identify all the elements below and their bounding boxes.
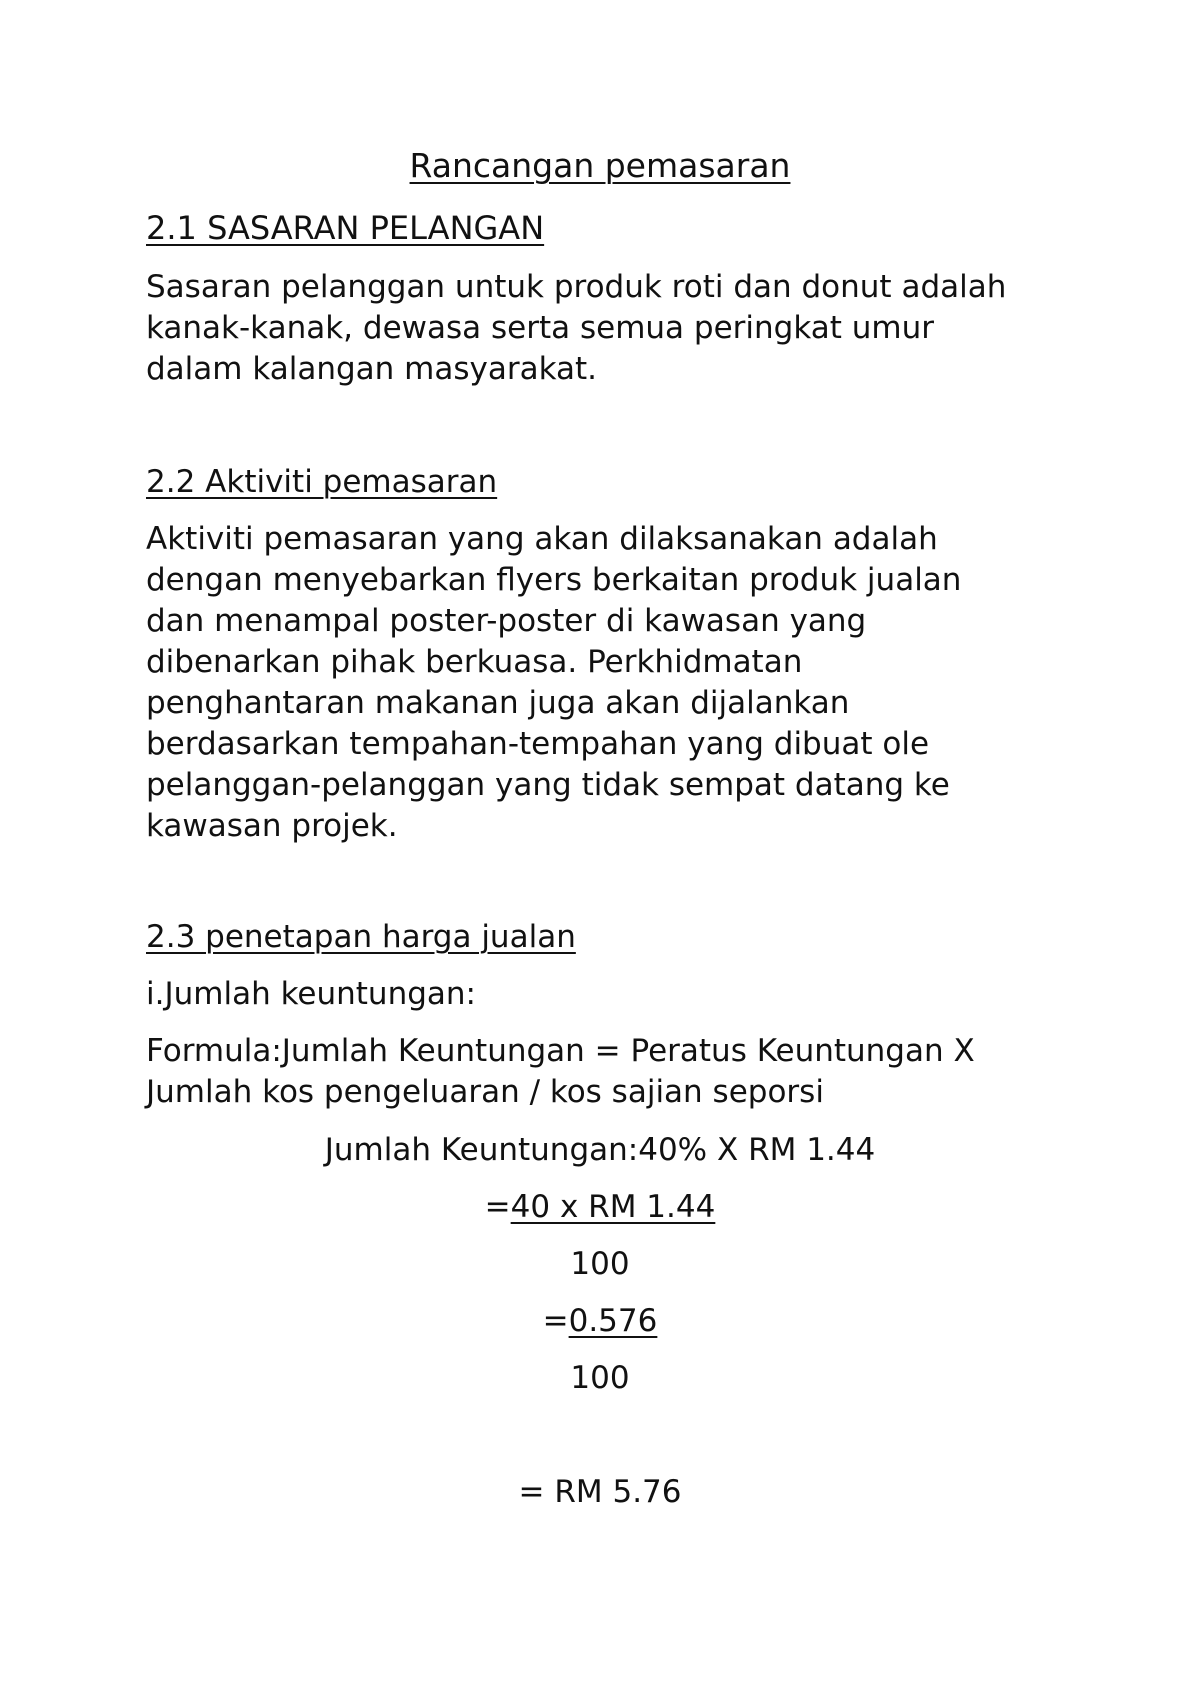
calc-line-3-numerator: 0.576 (568, 1303, 658, 1339)
section-2-3-heading: 2.3 penetapan harga jualan (146, 919, 576, 955)
calc-line-2-denominator: 100 (570, 1246, 630, 1282)
section-2-1-body: Sasaran pelanggan untuk produk roti dan donut adalah kanak-kanak, dewasa serta semua peringkat umur dalam kalangan masyarakat. (146, 269, 1007, 387)
calc-line-3-denominator: 100 (570, 1360, 630, 1396)
calc-line-3-prefix: = (542, 1303, 569, 1339)
section-2-3-subheading: i.Jumlah keuntungan: (146, 976, 476, 1012)
calc-line-2-prefix: = (484, 1189, 511, 1225)
calc-line-1: Jumlah Keuntungan:40% X RM 1.44 (324, 1132, 876, 1168)
section-2-2-heading: 2.2 Aktiviti pemasaran (146, 464, 498, 500)
section-2-2-body: Aktiviti pemasaran yang akan dilaksanakan adalah dengan menyebarkan flyers berkaitan produk jualan dan menampal poster-poster di kawasan yang dibenarkan pihak berkuasa. Perkhidmatan penghantaran makanan juga akan dijalankan berdasarkan tempahan-tempahan yang dibuat ole pelanggan-pelanggan yang tidak sempat datang ke kawasan projek. (146, 521, 962, 844)
calc-result: = RM 5.76 (518, 1474, 682, 1510)
section-2-1-heading: 2.1 SASARAN PELANGAN (146, 209, 545, 247)
profit-formula: Formula:Jumlah Keuntungan = Peratus Keuntungan X Jumlah kos pengeluaran / kos sajian seporsi (146, 1033, 975, 1110)
document-title: Rancangan pemasaran (409, 146, 791, 185)
calc-line-2-numerator: 40 x RM 1.44 (510, 1189, 716, 1225)
calc-line-2 (0, 1187, 1200, 1227)
calc-line-3 (0, 1301, 1200, 1341)
